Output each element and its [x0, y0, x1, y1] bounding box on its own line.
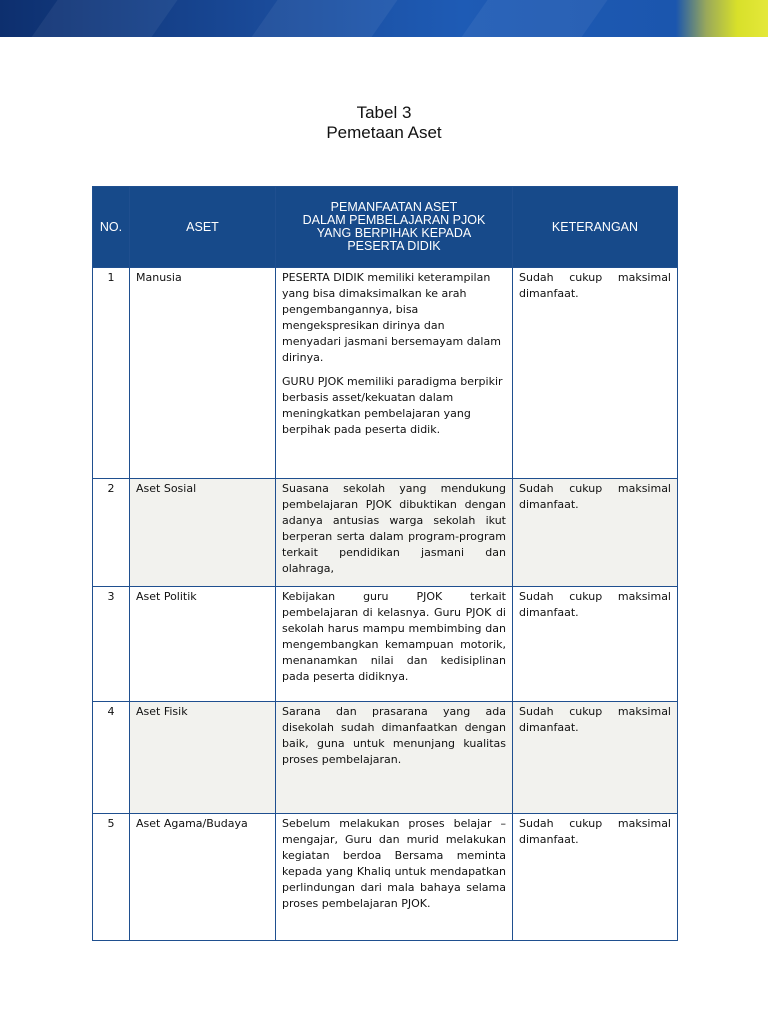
row-pemanfaatan [276, 268, 513, 479]
row-keterangan: Sudah cukup maksimal dimanfaat. [513, 479, 678, 587]
row-keterangan: Sudah cukup maksimal dimanfaat. [513, 268, 678, 479]
table-title: Pemetaan Aset [326, 123, 442, 142]
row-number: 5 [93, 814, 130, 941]
header-banner [0, 0, 768, 37]
asset-mapping-table [92, 186, 678, 941]
table-row [93, 587, 678, 702]
row-keterangan: Sudah cukup maksimal dimanfaat. [513, 814, 678, 941]
table-caption [0, 103, 768, 143]
row-aset: Manusia [130, 268, 276, 479]
row-aset: Aset Fisik [130, 702, 276, 814]
row-pemanfaatan: Sebelum melakukan proses belajar – mengajar, Guru dan murid melakukan kegiatan berdoa Bersama meminta kepada yang Khaliq untuk mendapatkan perlindungan dari mala bahaya selama proses pembelajaran PJOK. [276, 814, 513, 941]
table-number: Tabel 3 [356, 103, 412, 122]
header-pemanfaatan-line: DALAM PEMBELAJARAN PJOK [302, 213, 486, 227]
row-aset: Aset Politik [130, 587, 276, 702]
row-number: 2 [93, 479, 130, 587]
row-pemanfaatan: Suasana sekolah yang mendukung pembelajaran PJOK dibuktikan dengan adanya antusias warga sekolah ikut berperan serta dalam program-program terkait pendidikan jasmani dan olahraga, [276, 479, 513, 587]
row-number: 3 [93, 587, 130, 702]
header-no: NO. [93, 187, 130, 268]
table-row [93, 814, 678, 941]
table-header-row [93, 187, 678, 268]
row-number: 4 [93, 702, 130, 814]
row-aset: Aset Agama/Budaya [130, 814, 276, 941]
row-aset: Aset Sosial [130, 479, 276, 587]
table-row [93, 479, 678, 587]
header-pemanfaatan-line: PEMANFAATAN ASET [330, 200, 458, 214]
pemanfaatan-paragraph: PESERTA DIDIK memiliki keterampilan yang bisa dimaksimalkan ke arah pengembangannya, bisa mengekspresikan dirinya dan menyadari jasmani bersemayam dalam dirinya. [282, 271, 501, 364]
table-row [93, 268, 678, 479]
header-pemanfaatan-line: YANG BERPIHAK KEPADA [316, 226, 472, 240]
header-keterangan: KETERANGAN [513, 187, 678, 268]
row-pemanfaatan: Kebijakan guru PJOK terkait pembelajaran di kelasnya. Guru PJOK di sekolah harus mampu membimbing dan mengembangkan kemampuan motorik, menanamkan nilai dan kedisiplinan pada peserta didiknya. [276, 587, 513, 702]
header-pemanfaatan-line: PESERTA DIDIK [347, 239, 441, 253]
row-number: 1 [93, 268, 130, 479]
pemanfaatan-paragraph: GURU PJOK memiliki paradigma berpikir berbasis asset/kekuatan dalam meningkatkan pembelajaran yang berpihak pada peserta didik. [282, 375, 503, 436]
row-pemanfaatan: Sarana dan prasarana yang ada disekolah sudah dimanfaatkan dengan baik, guna untuk menunjang kualitas proses pembelajaran. [276, 702, 513, 814]
header-aset: ASET [130, 187, 276, 268]
row-keterangan: Sudah cukup maksimal dimanfaat. [513, 587, 678, 702]
row-keterangan: Sudah cukup maksimal dimanfaat. [513, 702, 678, 814]
table-row [93, 702, 678, 814]
header-pemanfaatan [276, 187, 513, 268]
